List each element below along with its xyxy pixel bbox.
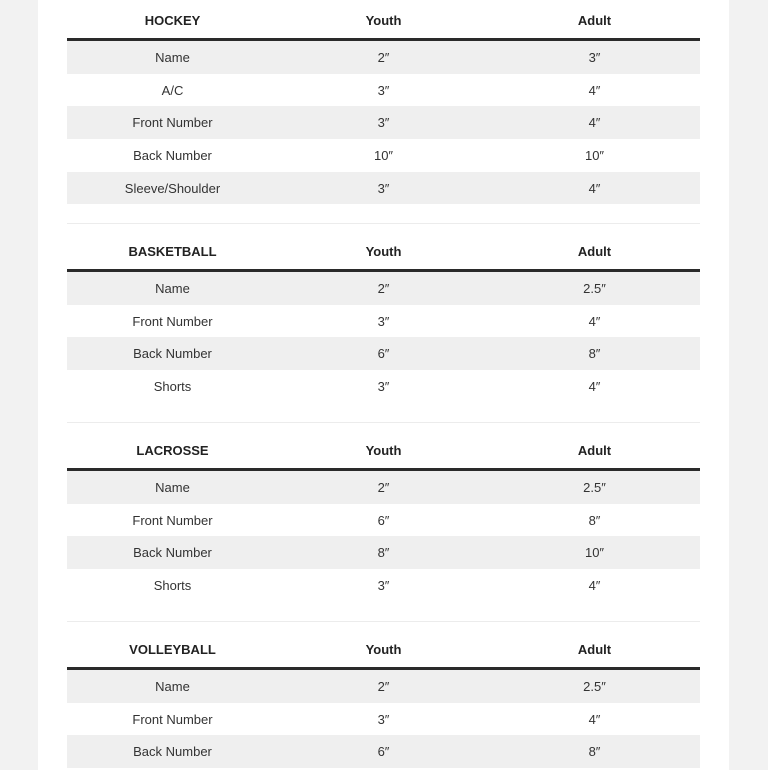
youth-value: 2″ (377, 678, 390, 694)
lacrosse-table (67, 433, 700, 602)
table-row (67, 536, 700, 569)
youth-column-header: Youth (365, 244, 402, 259)
sport-heading: VOLLEYBALL (129, 642, 216, 657)
adult-value: 4″ (588, 711, 601, 727)
adult-value: 2.5″ (583, 479, 606, 495)
youth-column-header: Youth (365, 642, 402, 657)
youth-value: 2″ (377, 280, 390, 296)
table-row (67, 272, 700, 305)
size-chart-page (38, 0, 729, 770)
youth-value: 3″ (377, 577, 390, 593)
adult-column-header: Adult (577, 642, 612, 657)
sport-heading: BASKETBALL (128, 244, 217, 259)
row-label: Shorts (153, 378, 192, 394)
adult-value: 2.5″ (583, 678, 606, 694)
section-divider (67, 422, 700, 423)
row-label: Name (155, 280, 190, 296)
table-row (67, 703, 700, 736)
table-header (67, 632, 700, 670)
table-row (67, 569, 700, 602)
table-header (67, 3, 700, 41)
adult-value: 2.5″ (583, 280, 606, 296)
adult-column-header: Adult (577, 443, 612, 458)
youth-value: 2″ (377, 49, 390, 65)
row-label: Name (155, 49, 190, 65)
adult-value: 4″ (588, 115, 601, 131)
adult-value: 10″ (584, 147, 605, 163)
table-row (67, 670, 700, 703)
row-label: Front Number (132, 711, 213, 727)
youth-value: 6″ (377, 346, 390, 362)
section-divider (67, 621, 700, 622)
youth-column-header: Youth (365, 13, 402, 28)
youth-value: 8″ (377, 545, 390, 561)
youth-value: 2″ (377, 479, 390, 495)
table-row (67, 74, 700, 107)
youth-value: 3″ (377, 115, 390, 131)
adult-value: 10″ (584, 545, 605, 561)
table-row (67, 735, 700, 768)
adult-column-header: Adult (577, 244, 612, 259)
youth-value: 3″ (377, 378, 390, 394)
table-header (67, 234, 700, 272)
sport-heading: LACROSSE (136, 443, 209, 458)
youth-value: 6″ (377, 744, 390, 760)
adult-value: 8″ (588, 346, 601, 362)
adult-value: 8″ (588, 512, 601, 528)
table-row (67, 370, 700, 403)
youth-value: 6″ (377, 512, 390, 528)
section-divider (67, 223, 700, 224)
table-row (67, 337, 700, 370)
table-row (67, 504, 700, 537)
youth-value: 3″ (377, 313, 390, 329)
youth-value: 3″ (377, 82, 390, 98)
row-label: Back Number (133, 147, 212, 163)
table-row (67, 41, 700, 74)
youth-column-header: Youth (365, 443, 402, 458)
table-header (67, 433, 700, 471)
sport-heading: HOCKEY (144, 13, 201, 28)
row-label: Front Number (132, 313, 213, 329)
adult-value: 4″ (588, 378, 601, 394)
row-label: Back Number (133, 346, 212, 362)
adult-value: 8″ (588, 744, 601, 760)
row-label: Front Number (132, 512, 213, 528)
adult-column-header: Adult (577, 13, 612, 28)
basketball-table (67, 234, 700, 403)
adult-value: 4″ (588, 313, 601, 329)
row-label: Front Number (132, 115, 213, 131)
row-label: Back Number (133, 545, 212, 561)
adult-value: 4″ (588, 180, 601, 196)
adult-value: 4″ (588, 577, 601, 593)
table-row (67, 172, 700, 205)
adult-value: 4″ (588, 82, 601, 98)
table-row (67, 471, 700, 504)
row-label: Name (155, 479, 190, 495)
table-row (67, 106, 700, 139)
row-label: A/C (161, 82, 184, 98)
youth-value: 3″ (377, 711, 390, 727)
hockey-table (67, 3, 700, 204)
adult-value: 3″ (588, 49, 601, 65)
table-row (67, 139, 700, 172)
volleyball-table (67, 632, 700, 768)
row-label: Name (155, 678, 190, 694)
youth-value: 3″ (377, 180, 390, 196)
youth-value: 10″ (373, 147, 394, 163)
row-label: Shorts (153, 577, 192, 593)
table-row (67, 305, 700, 338)
row-label: Sleeve/Shoulder (124, 180, 221, 196)
row-label: Back Number (133, 744, 212, 760)
